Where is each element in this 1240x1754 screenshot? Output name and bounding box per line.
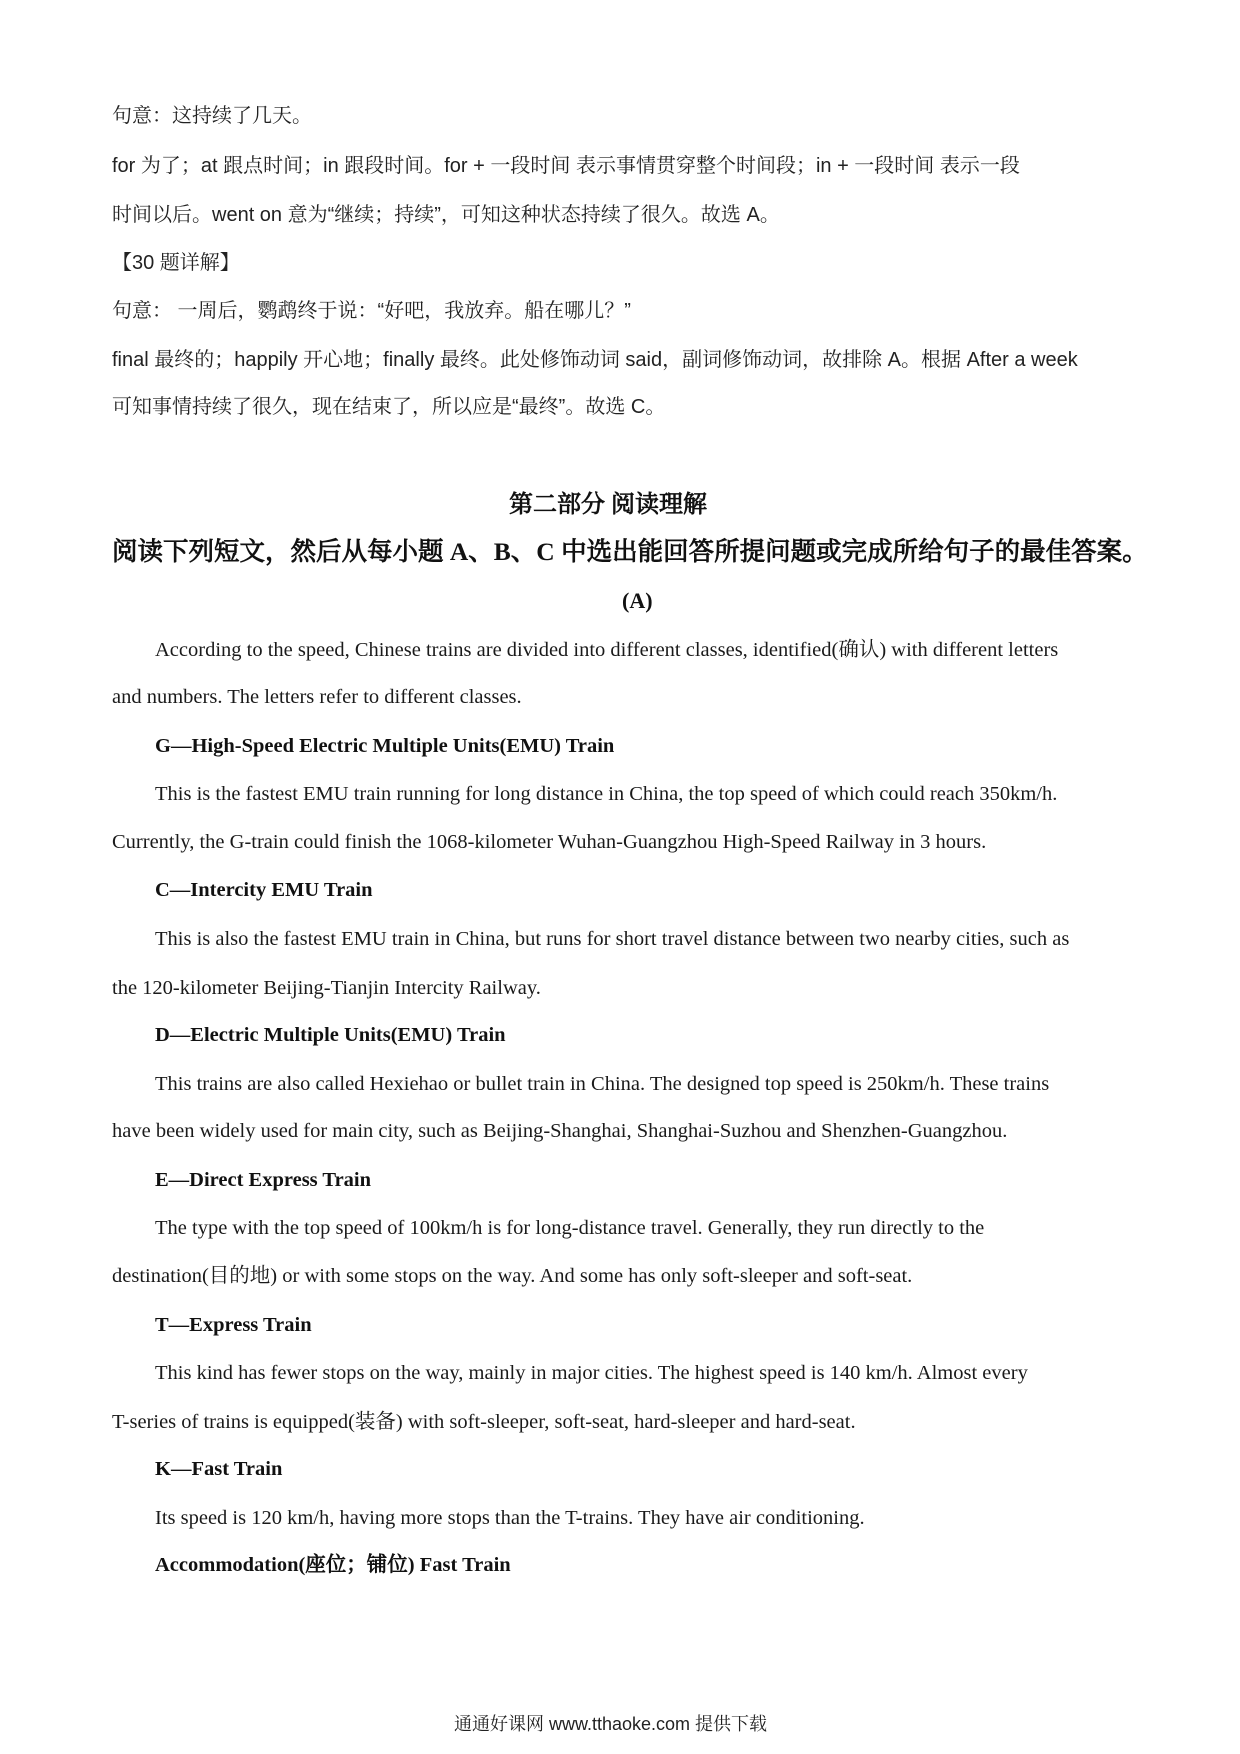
paragraph-line: This is the fastest EMU train running for long distance in China, the top speed of which could reach 350km/h. [155, 783, 1058, 805]
explanation-heading: 【30 题详解】 [112, 252, 240, 274]
passage-label: (A) [622, 588, 653, 613]
analysis-line: 可知事情持续了很久，现在结束了，所以应是“最终”。故选 C。 [112, 396, 666, 418]
paragraph-line: have been widely used for main city, such as Beijing-Shanghai, Shanghai-Suzhou and Shenzhen-Guangzhou. [112, 1120, 1008, 1142]
paragraph-line: This kind has fewer stops on the way, mainly in major cities. The highest speed is 140 km/h. Almost every [155, 1362, 1028, 1384]
section-heading: C—Intercity EMU Train [155, 879, 373, 901]
section-heading: T—Express Train [155, 1314, 312, 1336]
page-footer: 通通好课网 www.tthaoke.com 提供下载 [454, 1714, 768, 1734]
sentence-meaning: 句意： 一周后，鹦鹉终于说：“好吧，我放弃。船在哪儿？” [112, 300, 631, 322]
analysis-line: 时间以后。went on 意为“继续；持续”，可知这种状态持续了很久。故选 A。 [112, 204, 780, 226]
paragraph-line: This trains are also called Hexiehao or bullet train in China. The designed top speed is 250km/h. These trains [155, 1073, 1050, 1095]
sentence-meaning: 句意：这持续了几天。 [112, 105, 312, 127]
part-title: 第二部分 阅读理解 [509, 492, 707, 518]
analysis-line: final 最终的；happily 开心地；finally 最终。此处修饰动词 said，副词修饰动词，故排除 A。根据 After a week [112, 349, 1078, 371]
section-heading: Accommodation(座位；铺位) Fast Train [155, 1554, 511, 1576]
paragraph-line: The type with the top speed of 100km/h is for long-distance travel. Generally, they run directly to the [155, 1217, 985, 1239]
paragraph-line: According to the speed, Chinese trains are divided into different classes, identified(确认) with different letters [155, 639, 1059, 661]
section-heading: D—Electric Multiple Units(EMU) Train [155, 1024, 506, 1046]
instruction: 阅读下列短文，然后从每小题 A、B、C 中选出能回答所提问题或完成所给句子的最佳答案。 [112, 537, 1148, 566]
paragraph-line: Its speed is 120 km/h, having more stops than the T-trains. They have air conditioning. [155, 1507, 865, 1529]
paragraph-line: Currently, the G-train could finish the 1068-kilometer Wuhan-Guangzhou High-Speed Railway in 3 hours. [112, 831, 987, 853]
paragraph-line: destination(目的地) or with some stops on the way. And some has only soft-sleeper and soft-seat. [112, 1265, 913, 1287]
paragraph-line: the 120-kilometer Beijing-Tianjin Intercity Railway. [112, 977, 541, 999]
section-heading: E—Direct Express Train [155, 1169, 372, 1191]
analysis-line: for 为了；at 跟点时间；in 跟段时间。for + 一段时间 表示事情贯穿整个时间段；in + 一段时间 表示一段 [112, 155, 1020, 177]
paragraph-line: and numbers. The letters refer to different classes. [112, 686, 522, 708]
paragraph-line: T-series of trains is equipped(装备) with soft-sleeper, soft-seat, hard-sleeper and hard-seat. [112, 1411, 856, 1433]
section-heading: K—Fast Train [155, 1458, 283, 1480]
paragraph-line: This is also the fastest EMU train in China, but runs for short travel distance between two nearby cities, such as [155, 928, 1070, 950]
section-heading: G—High-Speed Electric Multiple Units(EMU) Train [155, 735, 615, 757]
